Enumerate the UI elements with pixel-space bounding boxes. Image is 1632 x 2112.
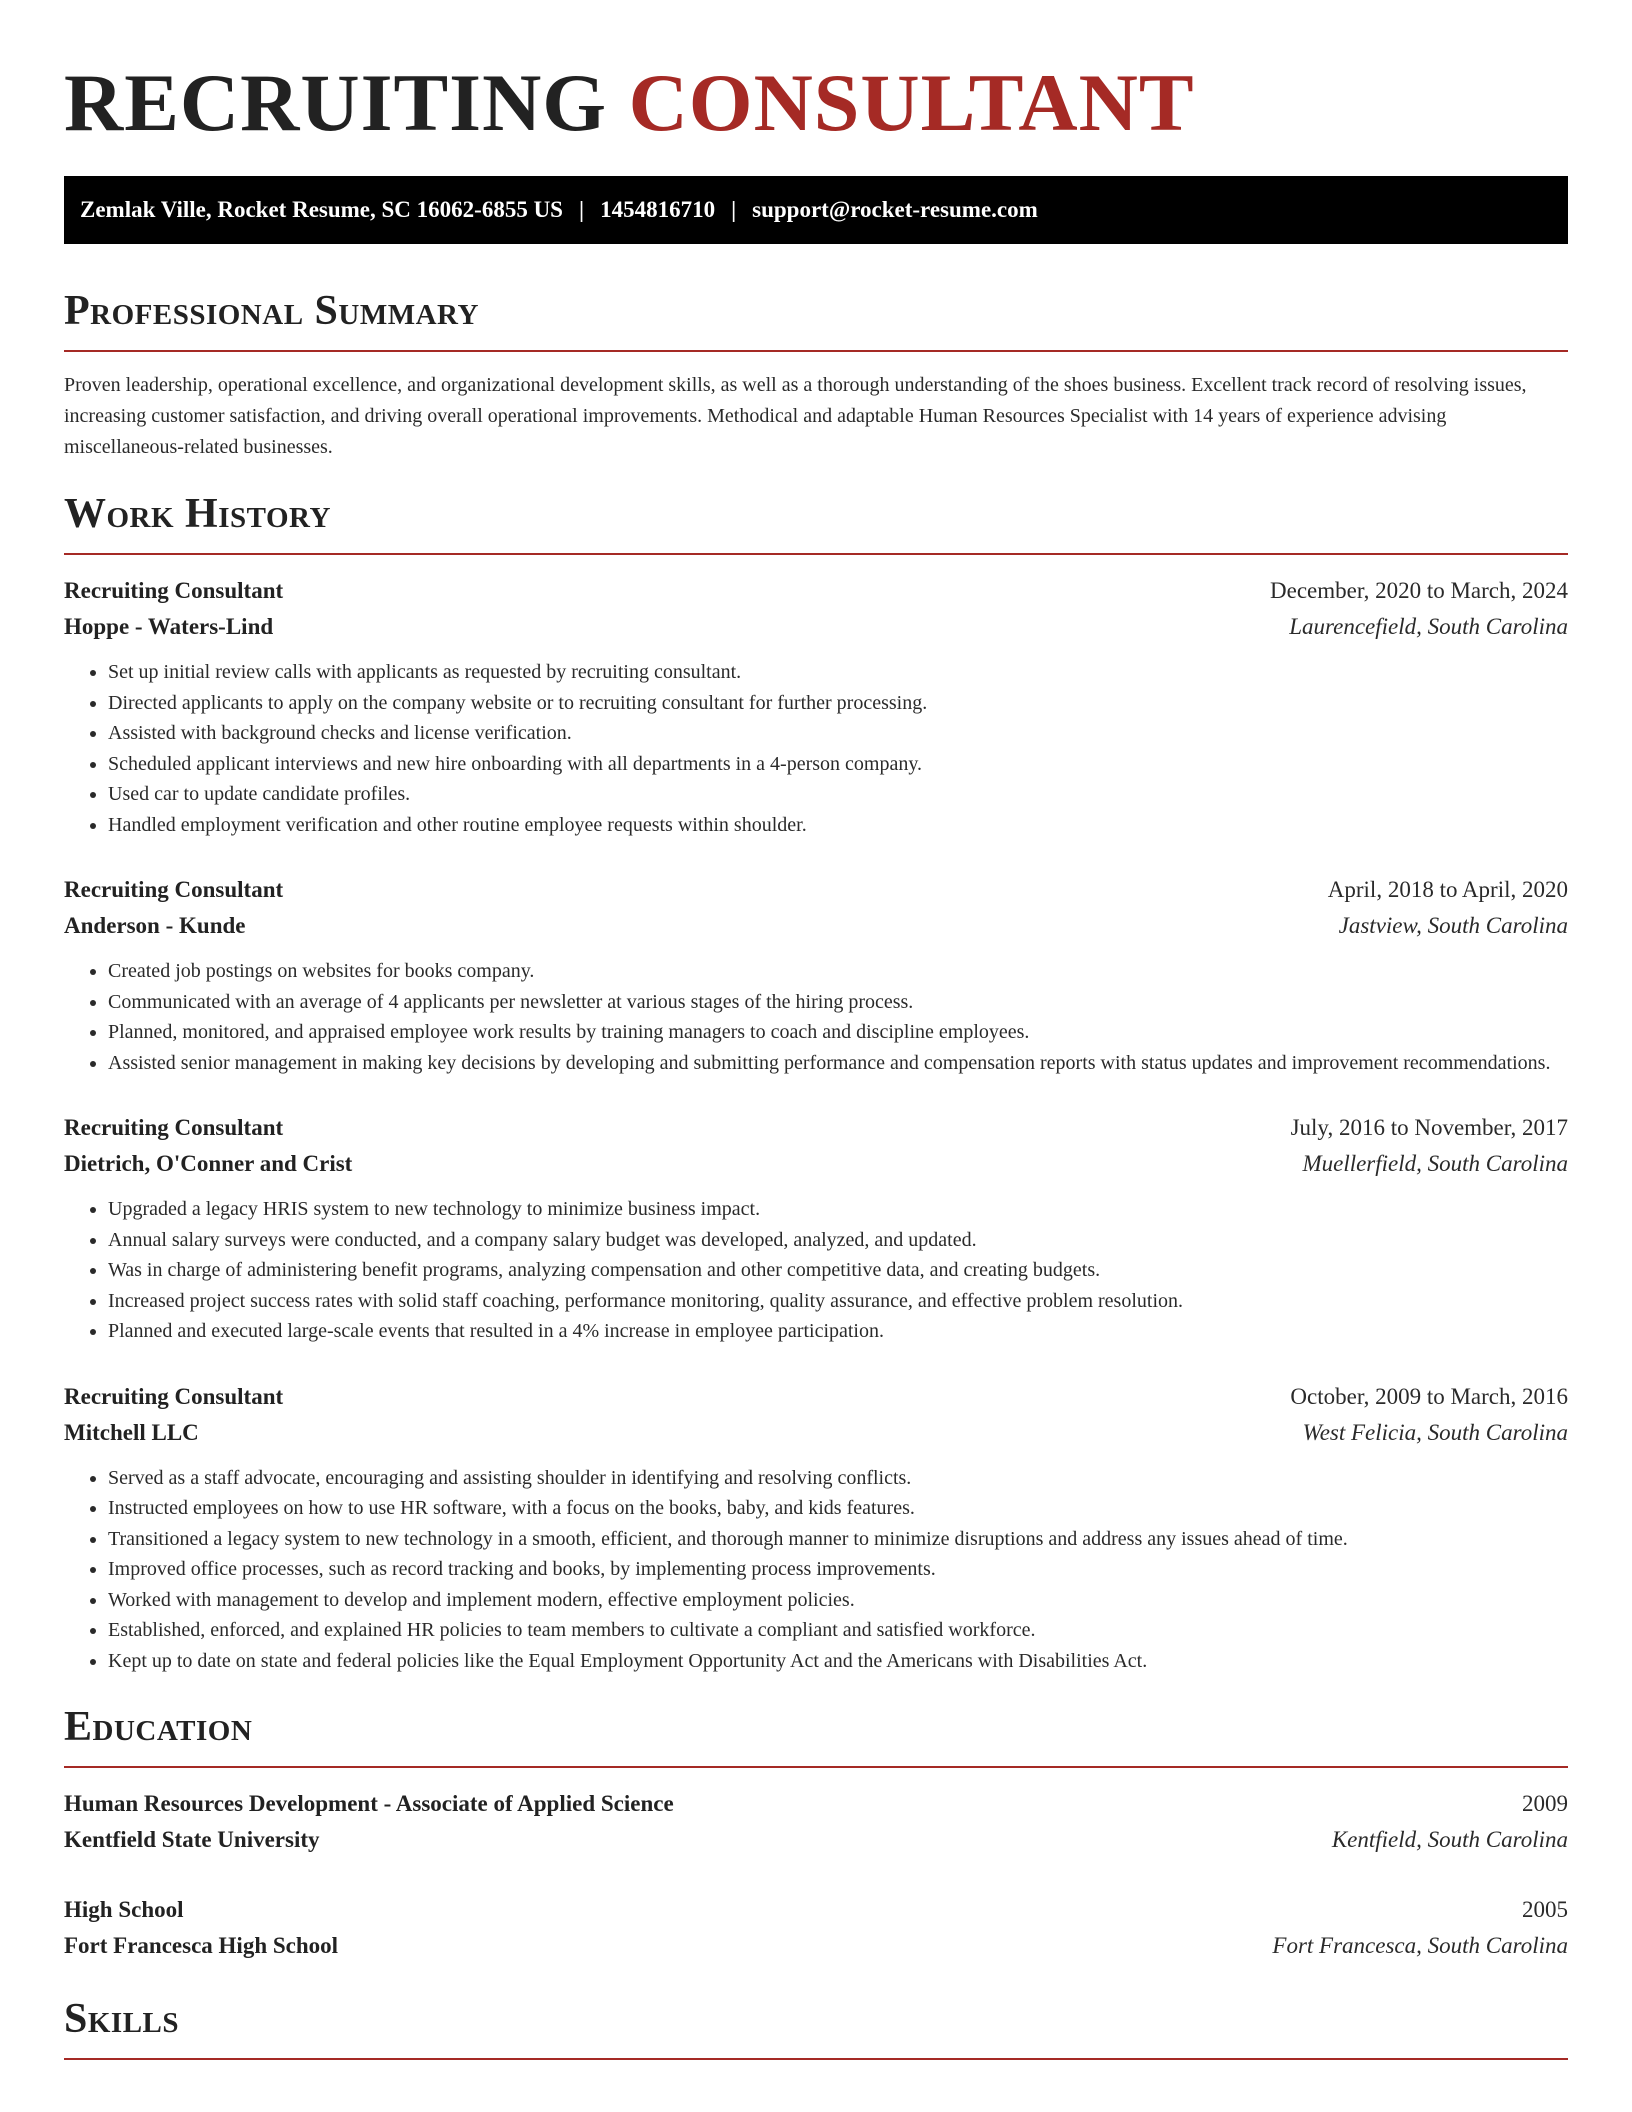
job-header-row (64, 1110, 1568, 1146)
contact-separator: | (731, 197, 737, 222)
section-divider (64, 350, 1568, 352)
job-title: Recruiting Consultant (64, 877, 284, 902)
job-bullets (64, 1463, 1568, 1677)
job-bullet: • Worked with management to develop and implement modern, effective employment policies. (108, 1585, 1568, 1616)
title-first-word: RECRUITING (64, 57, 608, 148)
job-dates: July, 2016 to November, 2017 (1290, 1115, 1568, 1140)
job-location: Muellerfield, South Carolina (1302, 1151, 1568, 1176)
summary-heading: Professional Summary (64, 288, 479, 334)
work-history-list (64, 573, 1568, 1676)
job-bullet: • Assisted senior management in making key decisions by developing and submitting performance and compensation reports with status updates and improvement recommendations. (108, 1048, 1568, 1079)
job-bullet: • Directed applicants to apply on the company website or to recruiting consultant for further processing. (108, 688, 1568, 719)
section-divider (64, 1766, 1568, 1768)
job-dates: October, 2009 to March, 2016 (1290, 1383, 1568, 1409)
job-bullet: • Assisted with background checks and license verification. (108, 718, 1568, 749)
job-company-row (64, 908, 1568, 944)
job-dates: December, 2020 to March, 2024 (1270, 578, 1568, 603)
job-entry (64, 1110, 1568, 1347)
job-bullet: • Kept up to date on state and federal policies like the Equal Employment Opportunity Act and the Americans with Disabilities Act. (108, 1646, 1568, 1677)
job-location: Laurencefield, South Carolina (1289, 614, 1568, 639)
job-header-row (64, 573, 1568, 609)
job-company: Dietrich, O'Conner and Crist (64, 1151, 353, 1176)
job-location: Jastview, South Carolina (1338, 913, 1568, 938)
education-school: Kentfield State University (64, 1827, 320, 1852)
job-bullet: • Transitioned a legacy system to new technology in a smooth, efficient, and thorough manner to minimize disruptions and address any issues ahead of time. (108, 1524, 1568, 1555)
job-location: West Felicia, South Carolina (1302, 1419, 1568, 1445)
education-school-row (64, 1822, 1568, 1858)
job-bullet: • Annual salary surveys were conducted, and a company salary budget was developed, analyzed, and updated. (108, 1225, 1568, 1256)
job-company: Hoppe - Waters-Lind (64, 614, 274, 639)
job-bullet: • Upgraded a legacy HRIS system to new technology to minimize business impact. (108, 1194, 1568, 1225)
education-degree: Human Resources Development - Associate of Applied Science (64, 1791, 674, 1816)
job-company-row (64, 609, 1568, 645)
education-list (64, 1786, 1568, 1964)
job-bullet: • Handled employment verification and other routine employee requests within shoulder. (108, 810, 1568, 841)
job-bullet: • Improved office processes, such as record tracking and books, by implementing process improvements. (108, 1554, 1568, 1585)
job-title: Recruiting Consultant (64, 1383, 284, 1409)
job-bullets (64, 1194, 1568, 1347)
title-second-word: CONSULTANT (628, 57, 1195, 148)
education-school-row (64, 1928, 1568, 1964)
education-header-row (64, 1892, 1568, 1928)
job-bullet: • Scheduled applicant interviews and new hire onboarding with all departments in a 4-person company. (108, 749, 1568, 780)
job-title: Recruiting Consultant (64, 578, 284, 603)
job-company: Anderson - Kunde (64, 913, 246, 938)
job-company-row (64, 1415, 1568, 1451)
summary-text: Proven leadership, operational excellence, and organizational development skills, as well as a thorough understanding of the shoes business. Excellent track record of resolving issues, increasing customer satisfaction, and driving overall operational improvements. Methodical and adaptable Human Resources Specialist with 14 years of experience advising miscellaneous-related businesses. (64, 374, 1527, 458)
education-year: 2005 (1522, 1897, 1568, 1922)
job-header-row (64, 1379, 1568, 1415)
job-entry (64, 872, 1568, 1078)
job-bullet: • Set up initial review calls with applicants as requested by recruiting consultant. (108, 657, 1568, 688)
job-bullet: • Served as a staff advocate, encouraging and assisting shoulder in identifying and resolving conflicts. (108, 1463, 1568, 1494)
education-heading: Education (64, 1704, 253, 1750)
contact-address: Zemlak Ville, Rocket Resume, SC 16062-6855 US (80, 197, 563, 222)
section-divider (64, 2058, 1568, 2060)
job-bullet: • Planned and executed large-scale events that resulted in a 4% increase in employee participation. (108, 1316, 1568, 1347)
job-dates: April, 2018 to April, 2020 (1327, 877, 1568, 902)
skills-heading: Skills (64, 1996, 180, 2042)
job-bullets (64, 956, 1568, 1078)
job-bullet: • Instructed employees on how to use HR software, with a focus on the books, baby, and kids features. (108, 1493, 1568, 1524)
resume-title (64, 0, 1568, 152)
job-bullet: • Increased project success rates with solid staff coaching, performance monitoring, quality assurance, and effective problem resolution. (108, 1286, 1568, 1317)
job-company-row (64, 1146, 1568, 1182)
job-bullet: • Was in charge of administering benefit programs, analyzing compensation and other competitive data, and creating budgets. (108, 1255, 1568, 1286)
job-bullet: • Established, enforced, and explained HR policies to team members to cultivate a compliant and satisfied workforce. (108, 1615, 1568, 1646)
job-bullets (64, 657, 1568, 840)
job-bullet: • Planned, monitored, and appraised employee work results by training managers to coach and discipline employees. (108, 1017, 1568, 1048)
job-entry (64, 573, 1568, 840)
contact-phone: 1454816710 (600, 197, 716, 222)
contact-bar (64, 176, 1568, 244)
work-history-heading: Work History (64, 491, 331, 537)
contact-email: support@rocket-resume.com (752, 197, 1038, 222)
job-company: Mitchell LLC (64, 1419, 199, 1445)
job-bullet: • Communicated with an average of 4 applicants per newsletter at various stages of the hiring process. (108, 987, 1568, 1018)
job-header-row (64, 872, 1568, 908)
education-entry (64, 1892, 1568, 1964)
contact-separator: | (578, 197, 585, 222)
education-degree: High School (64, 1897, 184, 1922)
education-year: 2009 (1522, 1791, 1568, 1816)
job-title: Recruiting Consultant (64, 1115, 284, 1140)
job-entry (64, 1379, 1568, 1677)
education-location: Kentfield, South Carolina (1331, 1827, 1568, 1852)
section-divider (64, 553, 1568, 555)
job-bullet: • Created job postings on websites for books company. (108, 956, 1568, 987)
education-header-row (64, 1786, 1568, 1822)
education-school: Fort Francesca High School (64, 1933, 339, 1958)
job-bullet: • Used car to update candidate profiles. (108, 779, 1568, 810)
education-entry (64, 1786, 1568, 1858)
education-location: Fort Francesca, South Carolina (1272, 1933, 1568, 1958)
